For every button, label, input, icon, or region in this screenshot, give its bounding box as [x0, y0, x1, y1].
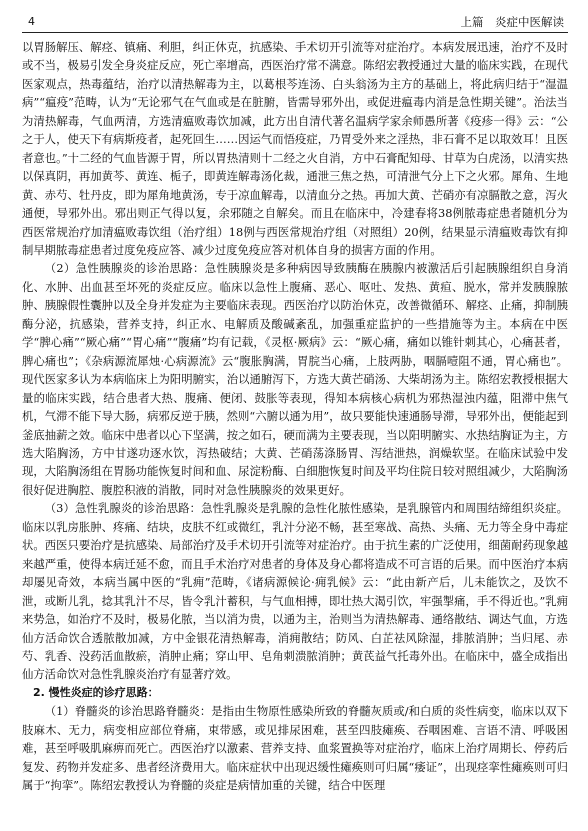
- running-title: 上篇 炎症中医解读: [460, 15, 564, 29]
- page-header: [22, 12, 568, 33]
- body-text: [22, 38, 568, 795]
- paragraph-myelitis: （1）脊髓炎的诊治思路脊髓炎：是指由生物原性感染所致的脊髓灰质或/和白质的炎性病变，临床以双下肢麻木、无力，病变相应部位脊痛，束带感，或见排尿困难，甚至四肢瘫痪、吞咽困难、言语不清、呼吸困难，甚至呼吸肌麻痹而死亡。西医治疗以激素、营养支持、血浆置换等对症治疗，临床上治疗周期长、停药后复发、药物并发症多、患者经济费用大。临床症状中出现迟缓性瘫痪则可归属“痿证”，出现痉挛性瘫痪则可归属于“拘挛”。陈绍宏教授认为脊髓的炎症是病情加重的关键，结合中医理: [22, 704, 568, 793]
- section-heading-chronic-inflammation: 2. 慢性炎症的诊疗思路：: [33, 685, 159, 699]
- paragraph-acute-pancreatitis: （2）急性胰腺炎的诊治思路：急性胰腺炎是多种病因导致胰酶在胰腺内被激活后引起胰腺组织自身消化、水肿、出血甚至坏死的炎症反应。临床以急性上腹痛、恶心、呕吐、发热、黄疸、脱水，常并发胰腺脓肿、胰腺假性囊肿以及全身并发症为主要临床表现。西医治疗以防治休克，改善微循环、解痉、止痛，抑制胰酶分泌，抗感染，营养支持，纠正水、电解质及酸碱紊乱，加强重症监护的一些措施等为主。本病在中医学“脾心痛”“厥心痛”“胃心痛”“腹痛”均有记载，《灵枢·厥病》云：“厥心痛，痛如以锥针刺其心，心痛甚者，脾心痛也”；《杂病源流犀烛·心病源流》云“腹胀胸满，胃脘当心痛，上肢两胁，咽膈噎阻不通，胃心痛也”。现代医家多认为本病临床上为阳明腑实，治以通腑泻下，方选大黄芒硝汤、大柴胡汤为主。陈绍宏教授根据大量的临床实践，结合患者大热、腹痛、便闭、鼓胀等表现，得知本病核心病机为邪热湿浊内蕴，阻滞中焦气机，气滞不能下导大肠，病邪反逆于胰，然则“六腑以通为用”，故只要能快速通肠导滞，导邪外出，便能起到釜底抽薪之效。临床中患者以心下坚满，按之如石，硬而满为主要表现，当以阳明腑实、水热结胸证为主，方选大陷胸汤，方中甘遂功逐水饮，泻热破结；大黄、芒硝荡涤肠胃、泻结泄热，润燥软坚。在临床试验中发现，大陷胸汤组在胃肠功能恢复时间和血、尿淀粉酶、白细胞恢复时间及平均住院日较对照组减少，大陷胸汤很好促进胸腔、腹腔积液的消散，同时对急性胰腺炎的效果更好。: [22, 261, 568, 497]
- paragraph-acute-mastitis: （3）急性乳腺炎的诊治思路：急性乳腺炎是乳腺的急性化脓性感染，是乳腺管内和周围结缔组织炎症。临床以乳房胀肿、疼痛、结块，皮肤不红或微红，乳汁分泌不畅，甚至寒战、高热、头痛、无力等全身中毒症状。西医只要治疗是抗感染、局部治疗及手术切开引流等对症治疗。由于抗生素的广泛使用，细菌耐药现象越来越严重，使得本病迁延不愈，而且手术治疗对患者的身体及身心都将造成不可言语的后果。而中医治疗本病却屡见奇效，本病当属中医的“乳痈”范畴，《诸病源候论·痈乳候》云：“此由新产后，儿未能饮之，及饮不泄，或断儿乳，捻其乳汁不尽，皆令乳汁蓄积，与气血相搏，即壮热大渴引饮，牢强掣痛，手不得近也。”乳痈来势急，如治疗不及时，极易化脓，当以消为贵，以通为主，治则当为清热解毒、通络散结、调达气血，方选仙方活命饮合透脓散加减，方中金银花清热解毒，消痈散结；防风、白芷祛风除湿，排脓消肿；当归尾、赤芍、乳香、没药活血散瘀，消肿止痛；穿山甲、皂角刺溃脓消肿；黄芪益气托毒外出。在临床中，盛全成指出仙方活命饮对急性乳腺炎治疗有显著疗效。: [22, 501, 568, 682]
- page-number: 4: [28, 15, 35, 28]
- paragraph-sepsis-continued: 以胃肠解压、解痉、镇痛、利胆，纠正休克，抗感染、手术切开引流等对症治疗。本病发展迅速，治疗不及时或不当，极易引发全身炎症反应，死亡率增高，西医治疗常不满意。陈绍宏教授通过大量的临床实践，在现代医家观点，热毒蕴结，治疗以清热解毒为主，以葛根芩连汤、白头翁汤为主方的基础上，将此病归结于“湿温病”“瘟疫”范畴，认为“无论邪气在气血或是在脏腑，皆需导邪外出，或促进瘟毒内消是急性期关键”。治法当为清热解毒，气血两清，方选清瘟败毒饮加减，此方出自清代著名温病学家余师愚所著《疫疹一得》云：“公之于人，使天下有病斯疫者，起死回生……因运气而悟疫症，乃胃受外来之淫热，非石膏不足以取效耳！且医者意也。”十二经的气血皆源于胃，所以胃热清则十二经之火自消，方中石膏配知母、甘草为白虎汤，以清实热以保真阴，再加黄芩、黄连、栀子，即黄连解毒汤化裁，通泄三焦之热，可清泄气分上下之火邪。犀角、生地黄、赤芍、牡丹皮，即为犀角地黄汤，专于凉血解毒，以清血分之热。再加大黄、芒硝亦有凉膈散之意，泻火通便，导邪外出。邪出则正气得以复，余邪随之自解矣。而且在临床中，冷建春将38例脓毒症患者随机分为西医常规治疗加清瘟败毒饮组（治疗组）18例与西医常规治疗组（对照组）20例，结果显示清瘟败毒饮有抑制早期脓毒症患者过度免疫应答、减少过度免疫应答对机体自身的损害方面的作用。: [22, 40, 568, 257]
